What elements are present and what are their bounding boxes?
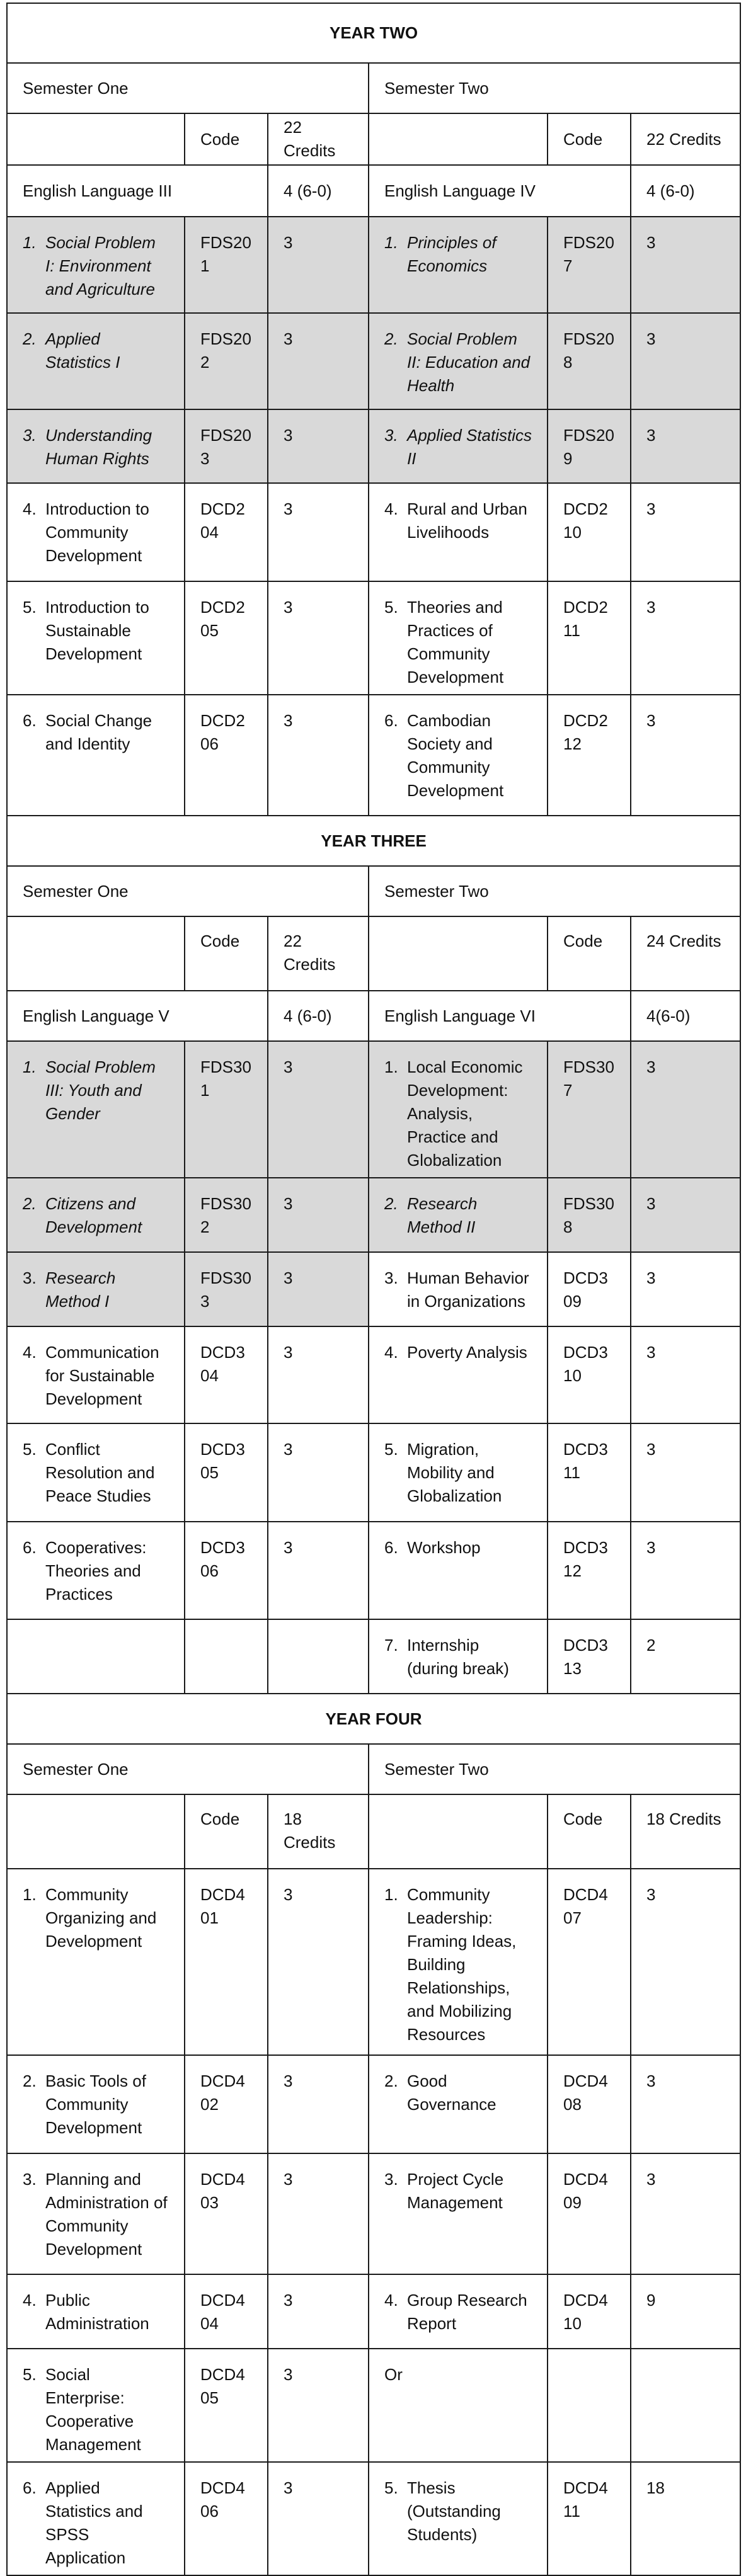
course-credits — [631, 2349, 740, 2462]
course-code: DCD313 — [548, 1619, 631, 1694]
course-credits: 3 — [268, 1326, 369, 1423]
year-heading-row — [7, 3, 740, 63]
course-name: 6. Workshop — [369, 1522, 548, 1619]
semester-one-label: Semester One — [7, 866, 369, 916]
course-name: 1. Social Problem III: Youth and Gender — [7, 1041, 185, 1178]
course-code: FDS203 — [185, 409, 268, 483]
code-header: Code — [185, 1794, 268, 1869]
semester-two-label: Semester Two — [369, 866, 740, 916]
course-credits: 9 — [631, 2274, 740, 2349]
course-name: 4. Introduction to Community Development — [7, 483, 185, 581]
credits-header: 18 Credits — [631, 1794, 740, 1869]
year-title: YEAR TWO — [7, 3, 740, 63]
course-row — [7, 483, 740, 581]
course-credits: 3 — [268, 1252, 369, 1326]
semester-one-label: Semester One — [7, 1744, 369, 1794]
course-number: 1. — [23, 233, 37, 252]
credits-header: 24 Credits — [631, 916, 740, 991]
course-code: FDS301 — [185, 1041, 268, 1178]
course-name: 2. Applied Statistics I — [7, 313, 185, 409]
blank-cell — [7, 916, 185, 991]
blank-cell — [369, 113, 548, 165]
year-title: YEAR THREE — [7, 816, 740, 866]
course-credits: 3 — [268, 1178, 369, 1252]
course-row — [7, 1869, 740, 2055]
course-row — [7, 409, 740, 483]
year-heading-row — [7, 1694, 740, 1744]
credits-header: 18 Credits — [268, 1794, 369, 1869]
blank-cell — [7, 1794, 185, 1869]
course-credits: 3 — [631, 1178, 740, 1252]
english-course-credits: 4 (6-0) — [268, 165, 369, 217]
english-course-credits: 4 (6-0) — [268, 991, 369, 1041]
course-code: FDS209 — [548, 409, 631, 483]
course-name: 6. Cambodian Society and Community Development — [369, 695, 548, 816]
course-code: DCD204 — [185, 483, 268, 581]
course-name: 4. Communication for Sustainable Development — [7, 1326, 185, 1423]
course-credits: 3 — [268, 1423, 369, 1522]
english-course-credits: 4 (6-0) — [631, 165, 740, 217]
course-name: 1. Local Economic Development: Analysis, Practice and Globalization — [369, 1041, 548, 1178]
course-code: DCD409 — [548, 2153, 631, 2274]
course-credits: 3 — [268, 581, 369, 695]
course-number: 6. — [384, 1538, 398, 1557]
course-code: DCD411 — [548, 2462, 631, 2575]
course-number: 2. — [23, 329, 37, 348]
course-number: 3. — [384, 1268, 398, 1287]
course-name: 4. Poverty Analysis — [369, 1326, 548, 1423]
english-course-name: English Language V — [7, 991, 268, 1041]
course-credits: 3 — [268, 1041, 369, 1178]
column-header-row — [7, 1794, 740, 1869]
year-title: YEAR FOUR — [7, 1694, 740, 1744]
code-header: Code — [185, 113, 268, 165]
course-code: DCD205 — [185, 581, 268, 695]
course-name: 2. Citizens and Development — [7, 1178, 185, 1252]
column-header-row — [7, 113, 740, 165]
course-credits: 3 — [268, 483, 369, 581]
course-code: FDS201 — [185, 217, 268, 313]
course-number: 1. — [384, 1885, 398, 1904]
course-code: FDS302 — [185, 1178, 268, 1252]
course-row — [7, 695, 740, 816]
course-number: 4. — [384, 1343, 398, 1362]
course-number: 4. — [23, 2291, 37, 2310]
course-code: FDS307 — [548, 1041, 631, 1178]
course-code — [185, 1619, 268, 1694]
course-name: 3. Understanding Human Rights — [7, 409, 185, 483]
course-credits: 3 — [268, 409, 369, 483]
course-name: Or — [369, 2349, 548, 2462]
course-row — [7, 217, 740, 313]
course-row — [7, 1252, 740, 1326]
course-code: DCD306 — [185, 1522, 268, 1619]
course-credits: 3 — [631, 1423, 740, 1522]
semester-row — [7, 866, 740, 916]
course-row — [7, 2462, 740, 2575]
course-number: 6. — [23, 711, 37, 730]
semester-row — [7, 63, 740, 113]
course-number: 5. — [23, 1440, 37, 1459]
course-name: 5. Theories and Practices of Community Development — [369, 581, 548, 695]
curriculum-table — [6, 3, 741, 2576]
course-credits: 3 — [631, 1041, 740, 1178]
code-header: Code — [548, 113, 631, 165]
course-number: 2. — [384, 1194, 398, 1213]
course-code: DCD206 — [185, 695, 268, 816]
course-credits: 3 — [631, 409, 740, 483]
course-name: 5. Introduction to Sustainable Development — [7, 581, 185, 695]
course-number: 4. — [23, 499, 37, 518]
course-credits: 3 — [268, 313, 369, 409]
course-code: DCD406 — [185, 2462, 268, 2575]
course-name: 1. Community Organizing and Development — [7, 1869, 185, 2055]
course-credits: 3 — [631, 581, 740, 695]
course-code: DCD311 — [548, 1423, 631, 1522]
course-number: 2. — [384, 2072, 398, 2090]
english-course-credits: 4(6-0) — [631, 991, 740, 1041]
course-number: 3. — [23, 2170, 37, 2189]
course-credits: 3 — [631, 695, 740, 816]
course-name: 6. Cooperatives: Theories and Practices — [7, 1522, 185, 1619]
credits-header: 22 Credits — [631, 113, 740, 165]
course-code: FDS303 — [185, 1252, 268, 1326]
course-number: 5. — [384, 1440, 398, 1459]
course-name: 1. Community Leadership: Framing Ideas, Building Relationships, and Mobilizing Resources — [369, 1869, 548, 2055]
course-row — [7, 1619, 740, 1694]
semester-two-label: Semester Two — [369, 1744, 740, 1794]
course-row — [7, 2153, 740, 2274]
course-name: 5. Migration, Mobility and Globalization — [369, 1423, 548, 1522]
course-name: 4. Rural and Urban Livelihoods — [369, 483, 548, 581]
course-name: 7. Internship (during break) — [369, 1619, 548, 1694]
course-name: 1. Principles of Economics — [369, 217, 548, 313]
course-credits: 3 — [268, 2153, 369, 2274]
course-code: DCD309 — [548, 1252, 631, 1326]
course-name: 6. Applied Statistics and SPSS Application — [7, 2462, 185, 2575]
course-credits: 3 — [631, 217, 740, 313]
course-credits: 3 — [631, 483, 740, 581]
course-credits: 3 — [268, 217, 369, 313]
blank-cell — [369, 1794, 548, 1869]
course-code: DCD405 — [185, 2349, 268, 2462]
course-code: FDS202 — [185, 313, 268, 409]
course-code: DCD408 — [548, 2055, 631, 2153]
english-row — [7, 165, 740, 217]
course-number: 1. — [384, 1057, 398, 1076]
course-name: 3. Planning and Administration of Community Development — [7, 2153, 185, 2274]
course-number: 7. — [384, 1636, 398, 1655]
course-row — [7, 2274, 740, 2349]
course-code: DCD410 — [548, 2274, 631, 2349]
course-code: DCD211 — [548, 581, 631, 695]
course-code: DCD402 — [185, 2055, 268, 2153]
course-row — [7, 1522, 740, 1619]
course-number: 5. — [23, 598, 37, 617]
course-number: 3. — [384, 426, 398, 445]
course-name: 4. Public Administration — [7, 2274, 185, 2349]
course-number: 6. — [23, 2478, 37, 2497]
column-header-row — [7, 916, 740, 991]
course-number: 6. — [384, 711, 398, 730]
course-code — [548, 2349, 631, 2462]
course-row — [7, 1326, 740, 1423]
code-header: Code — [548, 916, 631, 991]
course-name: 5. Thesis (Outstanding Students) — [369, 2462, 548, 2575]
course-code: DCD310 — [548, 1326, 631, 1423]
course-credits: 2 — [631, 1619, 740, 1694]
course-number: 4. — [384, 2291, 398, 2310]
course-number: 2. — [23, 1194, 37, 1213]
year-heading-row — [7, 816, 740, 866]
course-code: FDS207 — [548, 217, 631, 313]
course-name: 3. Research Method I — [7, 1252, 185, 1326]
course-credits: 3 — [631, 313, 740, 409]
course-row — [7, 1041, 740, 1178]
english-row — [7, 991, 740, 1041]
course-code: DCD312 — [548, 1522, 631, 1619]
course-code: DCD407 — [548, 1869, 631, 2055]
course-row — [7, 581, 740, 695]
course-credits — [268, 1619, 369, 1694]
credits-header: 22 Credits — [268, 916, 369, 991]
course-row — [7, 1423, 740, 1522]
course-name: 2. Good Governance — [369, 2055, 548, 2153]
course-number: 3. — [23, 426, 37, 445]
english-course-name: English Language IV — [369, 165, 631, 217]
course-name: 3. Applied Statistics II — [369, 409, 548, 483]
course-credits: 3 — [631, 1522, 740, 1619]
course-credits: 3 — [268, 1522, 369, 1619]
course-name: 2. Research Method II — [369, 1178, 548, 1252]
course-name: 5. Conflict Resolution and Peace Studies — [7, 1423, 185, 1522]
course-code: FDS308 — [548, 1178, 631, 1252]
course-credits: 3 — [268, 2274, 369, 2349]
course-credits: 3 — [268, 2055, 369, 2153]
course-row — [7, 1178, 740, 1252]
course-credits: 3 — [631, 1326, 740, 1423]
credits-header: 22 Credits — [268, 113, 369, 165]
course-code: DCD404 — [185, 2274, 268, 2349]
course-name: 2. Social Problem II: Education and Health — [369, 313, 548, 409]
semester-row — [7, 1744, 740, 1794]
course-number: 5. — [23, 2365, 37, 2384]
blank-cell — [369, 916, 548, 991]
course-name: 4. Group Research Report — [369, 2274, 548, 2349]
course-credits: 18 — [631, 2462, 740, 2575]
course-number: 2. — [23, 2072, 37, 2090]
course-credits: 3 — [268, 2462, 369, 2575]
course-number: 4. — [384, 499, 398, 518]
course-number: 1. — [384, 233, 398, 252]
course-number: 6. — [23, 1538, 37, 1557]
course-number: 5. — [384, 598, 398, 617]
course-name: 3. Human Behavior in Organizations — [369, 1252, 548, 1326]
course-number: 1. — [23, 1885, 37, 1904]
course-credits: 3 — [268, 695, 369, 816]
course-name: 6. Social Change and Identity — [7, 695, 185, 816]
blank-cell — [7, 113, 185, 165]
course-row — [7, 313, 740, 409]
course-name: 5. Social Enterprise: Cooperative Management — [7, 2349, 185, 2462]
code-header: Code — [548, 1794, 631, 1869]
course-code: DCD212 — [548, 695, 631, 816]
course-number: 1. — [23, 1057, 37, 1076]
course-credits: 3 — [631, 2055, 740, 2153]
course-number: 5. — [384, 2478, 398, 2497]
semester-two-label: Semester Two — [369, 63, 740, 113]
course-code: FDS208 — [548, 313, 631, 409]
course-credits: 3 — [268, 2349, 369, 2462]
course-code: DCD403 — [185, 2153, 268, 2274]
course-credits: 3 — [268, 1869, 369, 2055]
course-code: DCD210 — [548, 483, 631, 581]
code-header: Code — [185, 916, 268, 991]
course-credits: 3 — [631, 1869, 740, 2055]
course-number: 3. — [384, 2170, 398, 2189]
course-number: 3. — [23, 1268, 37, 1287]
course-name: 3. Project Cycle Management — [369, 2153, 548, 2274]
semester-one-label: Semester One — [7, 63, 369, 113]
course-row — [7, 2349, 740, 2462]
course-credits: 3 — [631, 2153, 740, 2274]
course-row — [7, 2055, 740, 2153]
course-number: 2. — [384, 329, 398, 348]
course-name — [7, 1619, 185, 1694]
course-credits: 3 — [631, 1252, 740, 1326]
course-code: DCD304 — [185, 1326, 268, 1423]
course-code: DCD401 — [185, 1869, 268, 2055]
course-number: 4. — [23, 1343, 37, 1362]
course-name: 1. Social Problem I: Environment and Agriculture — [7, 217, 185, 313]
course-code: DCD305 — [185, 1423, 268, 1522]
english-course-name: English Language VI — [369, 991, 631, 1041]
course-name: 2. Basic Tools of Community Development — [7, 2055, 185, 2153]
english-course-name: English Language III — [7, 165, 268, 217]
